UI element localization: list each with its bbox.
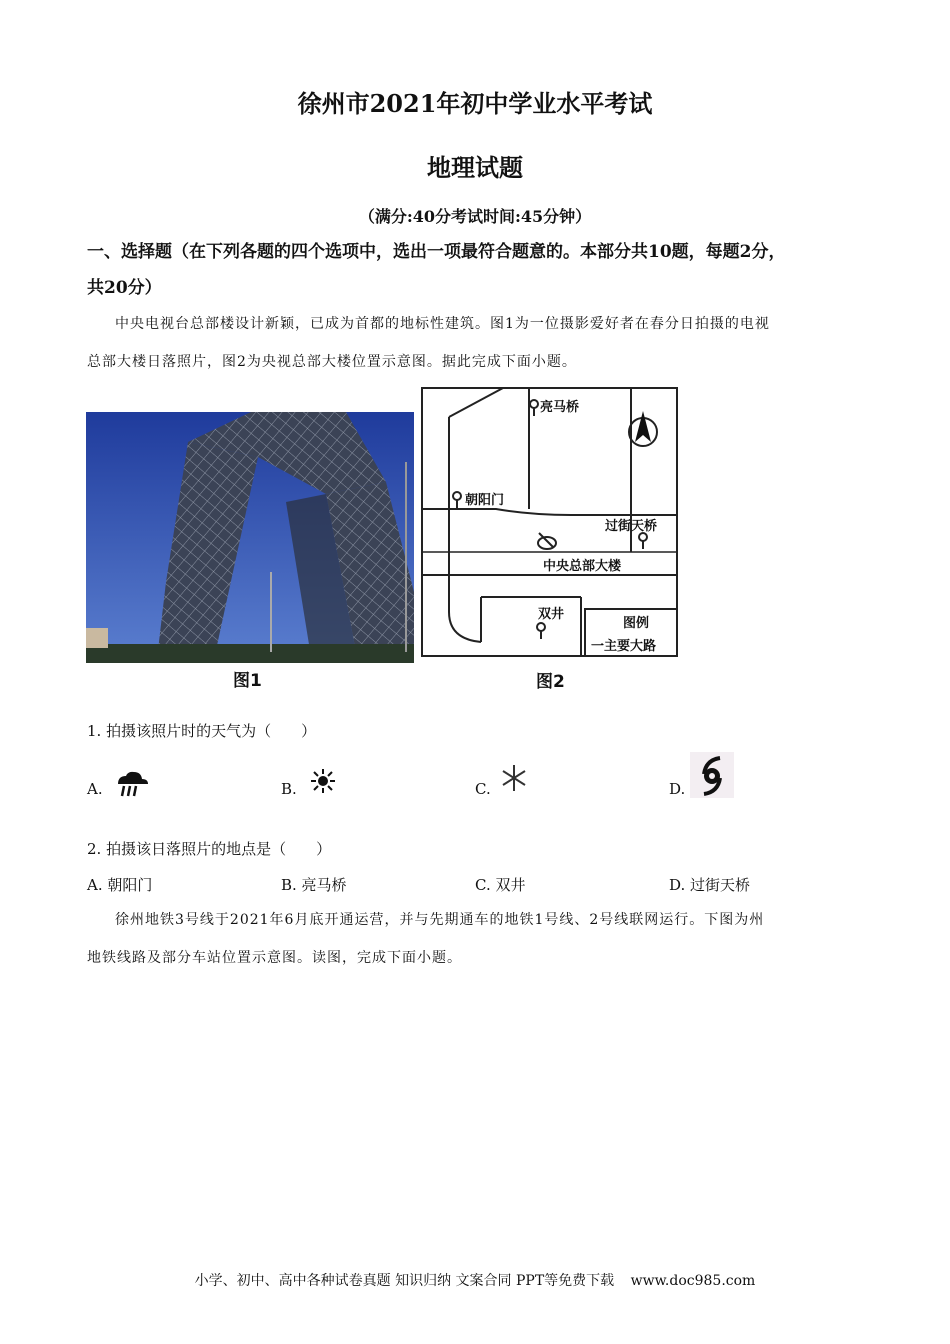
q2-option-c: C. 双井 [475,876,526,894]
page-footer [0,1270,950,1290]
typhoon-icon [690,752,734,802]
q2-option-b: B. 亮马桥 [281,876,347,894]
q1-option-d-label: D. [669,780,686,798]
question-1-stem: 1. 拍摄该照片时的天气为（ ） [87,722,317,740]
map-legend-item: 一主要大路 [591,639,657,654]
question-2-stem: 2. 拍摄该日落照片的地点是（ ） [87,840,332,858]
snowflake-icon [499,763,529,797]
map-legend-title: 图例 [623,616,650,631]
figure-1-label: 图1 [233,671,262,691]
passage-1-line2: 总部大楼日落照片，图2为央视总部大楼位置示意图。据此完成下面小题。 [87,354,577,370]
passage-2 [87,901,862,977]
footer-url[interactable]: www.doc985.com [630,1273,756,1289]
q2-option-d: D. 过街天桥 [669,876,751,894]
map-label-liangmaqiao: 亮马桥 [540,400,580,415]
passage-2-line2: 地铁线路及部分车站位置示意图。读图，完成下面小题。 [87,950,462,966]
rain-cloud-icon [114,770,150,802]
exam-info: （满分:40分考试时间:45分钟） [358,207,592,226]
map-label-shuangjing: 双井 [538,607,565,622]
map-label-cctv-hq: 中央总部大楼 [543,559,622,574]
section-heading-line2: 共20分） [87,278,162,298]
figure-2-label: 图2 [536,672,565,692]
section-heading-line1: 一、选择题（在下列各题的四个选项中，选出一项最符合题意的。本部分共10题，每题2分， [87,242,786,262]
q2-option-a: A. 朝阳门 [87,876,153,894]
passage-1 [87,305,862,381]
figure-2-map [421,387,678,657]
map-label-guojietianqiao: 过街天桥 [605,519,658,534]
cctv-building-photo [86,412,414,663]
passage-2-line1: 徐州地铁3号线于2021年6月底开通运营，并与先期通车的地铁1号线、2号线联网运行。下图为州 [115,912,765,928]
q1-option-c-label: C. [475,780,491,798]
q1-option-a-label: A. [87,780,103,798]
exam-title: 徐州市2021年初中学业水平考试 [297,89,653,118]
section-heading [87,234,877,306]
q1-option-b-label: B. [281,780,297,798]
passage-1-line1: 中央电视台总部楼设计新颖，已成为首都的地标性建筑。图1为一位摄影爱好者在春分日拍摄的电视 [115,316,770,332]
sun-icon [310,768,336,798]
figure-1-photo [86,412,414,663]
footer-text: 小学、初中、高中各种试卷真题 知识归纳 文案合同 PPT等免费下载 [194,1273,615,1289]
subject-title: 地理试题 [427,153,523,182]
map-label-chaoyangmen: 朝阳门 [465,493,505,508]
